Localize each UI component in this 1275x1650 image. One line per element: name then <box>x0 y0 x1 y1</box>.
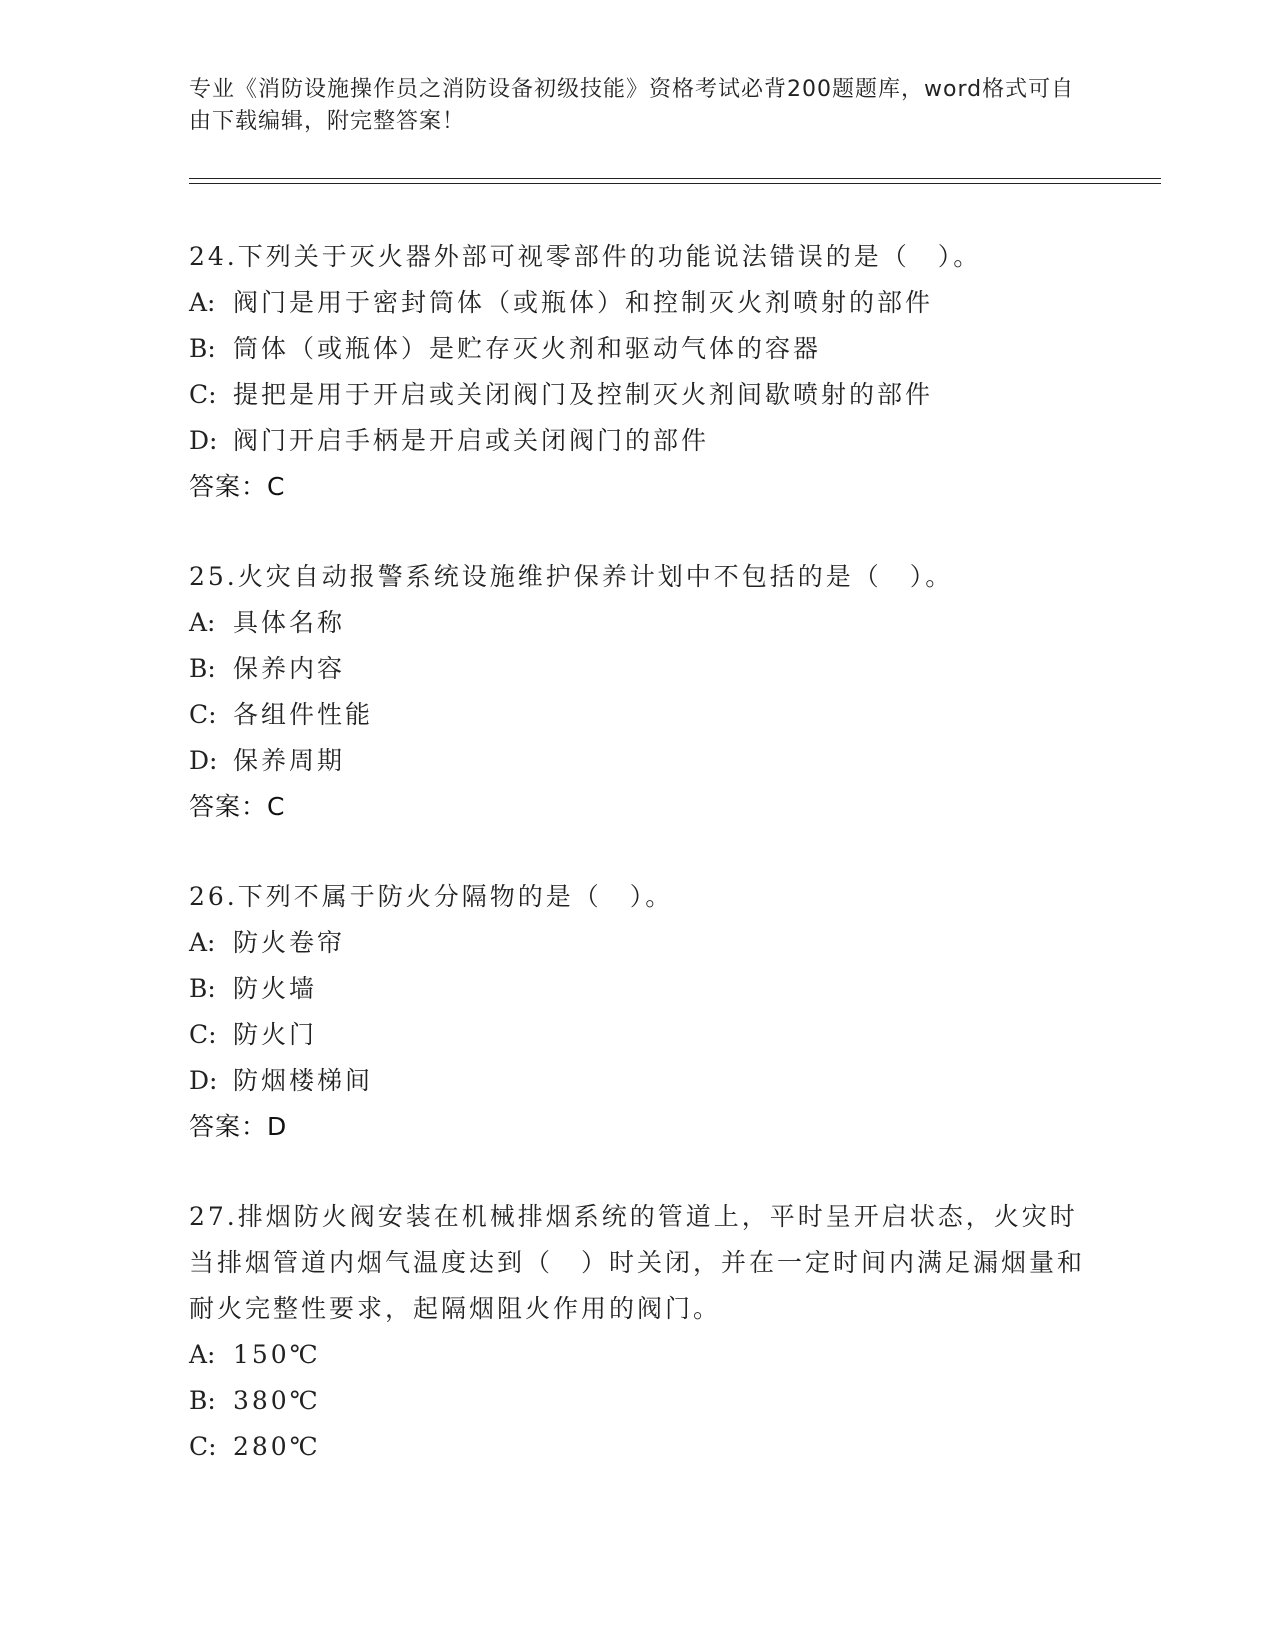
option-letter: B: <box>189 1386 216 1415</box>
option-c <box>189 1012 1089 1058</box>
option-letter: C: <box>189 1432 217 1461</box>
option-c <box>189 692 1089 738</box>
option-letter: D: <box>189 746 218 775</box>
option-letter: D: <box>189 1066 218 1095</box>
option-text: 防火卷帘 <box>233 928 346 957</box>
option-text: 380℃ <box>233 1386 321 1415</box>
option-letter: B: <box>189 974 216 1003</box>
answer-line: 答案：C <box>189 472 286 501</box>
option-c <box>189 1424 1089 1470</box>
question-stem: 26.下列不属于防火分隔物的是（ ）。 <box>189 882 674 911</box>
option-text: 阀门开启手柄是开启或关闭阀门的部件 <box>233 426 710 455</box>
option-b <box>189 326 1089 372</box>
option-text: 280℃ <box>233 1432 321 1461</box>
question-stem: 24.下列关于灭火器外部可视零部件的功能说法错误的是（ ）。 <box>189 242 982 271</box>
option-letter: A: <box>189 288 216 317</box>
option-a <box>189 280 1089 326</box>
option-b <box>189 646 1089 692</box>
option-letter: B: <box>189 334 216 363</box>
option-c <box>189 372 1089 418</box>
answer-line: 答案：D <box>189 1112 288 1141</box>
option-text: 保养内容 <box>233 654 346 683</box>
question-27 <box>189 1194 1089 1470</box>
header-divider-line <box>189 178 1161 179</box>
question-25 <box>189 554 1089 830</box>
option-b <box>189 1378 1089 1424</box>
option-b <box>189 966 1089 1012</box>
option-a <box>189 600 1089 646</box>
option-letter: C: <box>189 700 217 729</box>
option-letter: B: <box>189 654 216 683</box>
option-a <box>189 920 1089 966</box>
option-letter: D: <box>189 426 218 455</box>
option-text: 防火门 <box>233 1020 318 1049</box>
question-24 <box>189 234 1089 510</box>
option-d <box>189 418 1089 464</box>
option-a <box>189 1332 1089 1378</box>
option-text: 筒体（或瓶体）是贮存灭火剂和驱动气体的容器 <box>233 334 822 363</box>
option-text: 防火墙 <box>233 974 318 1003</box>
option-text: 150℃ <box>233 1340 321 1369</box>
option-letter: A: <box>189 928 216 957</box>
option-text: 防烟楼梯间 <box>233 1066 374 1095</box>
header-divider-line <box>189 183 1161 184</box>
option-text: 保养周期 <box>233 746 346 775</box>
question-26 <box>189 874 1089 1150</box>
option-letter: A: <box>189 1340 216 1369</box>
option-d <box>189 1058 1089 1104</box>
option-text: 具体名称 <box>233 608 346 637</box>
option-text: 提把是用于开启或关闭阀门及控制灭火剂间歇喷射的部件 <box>233 380 934 409</box>
option-text: 阀门是用于密封筒体（或瓶体）和控制灭火剂喷射的部件 <box>233 288 934 317</box>
question-stem: 25.火灾自动报警系统设施维护保养计划中不包括的是（ ）。 <box>189 562 954 591</box>
option-text: 各组件性能 <box>233 700 374 729</box>
option-letter: A: <box>189 608 216 637</box>
option-letter: C: <box>189 1020 217 1049</box>
document-header: 专业《消防设施操作员之消防设备初级技能》资格考试必背200题题库，word格式可自由下载编辑，附完整答案！ <box>189 77 1075 134</box>
question-stem: 27.排烟防火阀安装在机械排烟系统的管道上，平时呈开启状态，火灾时当排烟管道内烟气温度达到（ ）时关闭，并在一定时间内满足漏烟量和耐火完整性要求，起隔烟阻火作用的阀门。 <box>189 1202 1086 1323</box>
option-letter: C: <box>189 380 217 409</box>
option-d <box>189 738 1089 784</box>
answer-line: 答案：C <box>189 792 286 821</box>
